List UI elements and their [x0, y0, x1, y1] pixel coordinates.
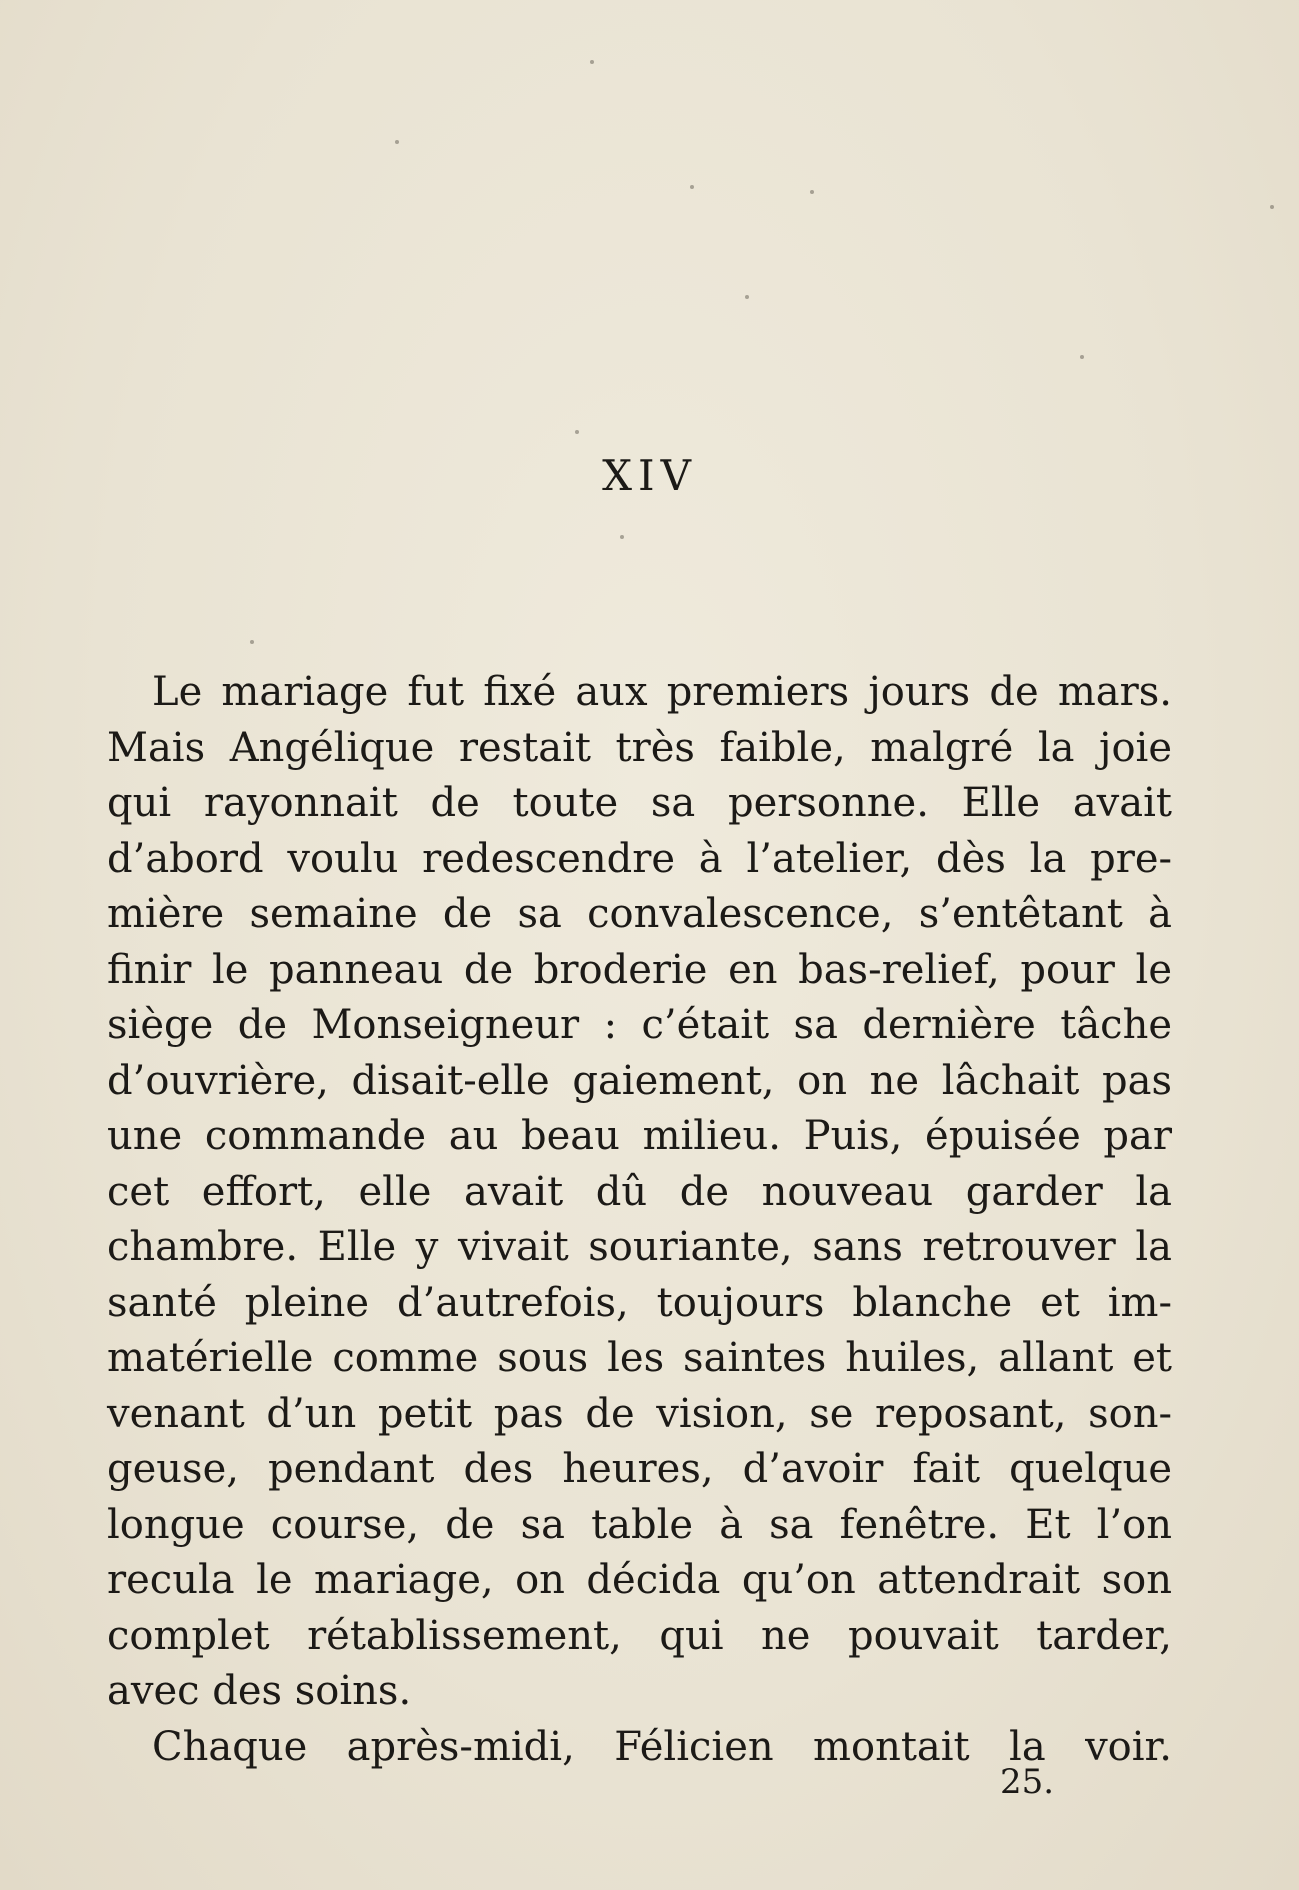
text-line: matérielle comme sous les saintes huiles, allant et [107, 1335, 1172, 1381]
paper-speck [250, 640, 254, 644]
text-line: Chaque après-midi, Félicien montait la voir. [152, 1723, 1172, 1770]
paper-speck [590, 60, 594, 64]
text-line: chambre. Elle y vivait souriante, sans retrouver la [107, 1224, 1172, 1270]
text-line: avec des soins. [107, 1668, 412, 1714]
text-line: finir le panneau de broderie en bas-relief, pour le [107, 946, 1172, 993]
paper-speck [810, 190, 814, 194]
paper-speck [690, 185, 694, 189]
text-line: d’ouvrière, disait-elle gaiement, on ne lâchait pas [107, 1057, 1172, 1104]
text-line: qui rayonnait de toute sa personne. Elle avait [107, 780, 1172, 826]
text-line: Mais Angélique restait très faible, malgré la joie [107, 724, 1172, 771]
text-line: venant d’un petit pas de vision, se reposant, son- [107, 1390, 1172, 1437]
text-line: siège de Monseigneur : c’était sa dernière tâche [107, 1002, 1172, 1048]
paper-speck [575, 430, 579, 434]
text-line: recula le mariage, on décida qu’on attendrait son [107, 1557, 1172, 1603]
paper-speck [620, 535, 624, 539]
text-line: geuse, pendant des heures, d’avoir fait quelque [107, 1446, 1172, 1492]
paper-speck [745, 295, 749, 299]
text-line: mière semaine de sa convalescence, s’entêtant à [107, 891, 1172, 937]
text-line: d’abord voulu redescendre à l’atelier, dès la pre- [107, 835, 1172, 882]
text-line: Le mariage fut fixé aux premiers jours de mars. [152, 669, 1172, 715]
paper-speck [395, 140, 399, 144]
body-text [107, 665, 1172, 1775]
text-line: santé pleine d’autrefois, toujours blanche et im- [107, 1279, 1172, 1326]
page-number: 25. [1000, 1762, 1055, 1802]
text-line: une commande au beau milieu. Puis, épuisée par [107, 1113, 1172, 1159]
paper-speck [1270, 205, 1274, 209]
chapter-heading: XIV [602, 451, 697, 500]
paper-speck [1080, 355, 1084, 359]
text-line: complet rétablissement, qui ne pouvait tarder, [107, 1612, 1172, 1659]
text-line: longue course, de sa table à sa fenêtre. Et l’on [107, 1501, 1172, 1548]
text-line: cet effort, elle avait dû de nouveau garder la [107, 1168, 1172, 1215]
